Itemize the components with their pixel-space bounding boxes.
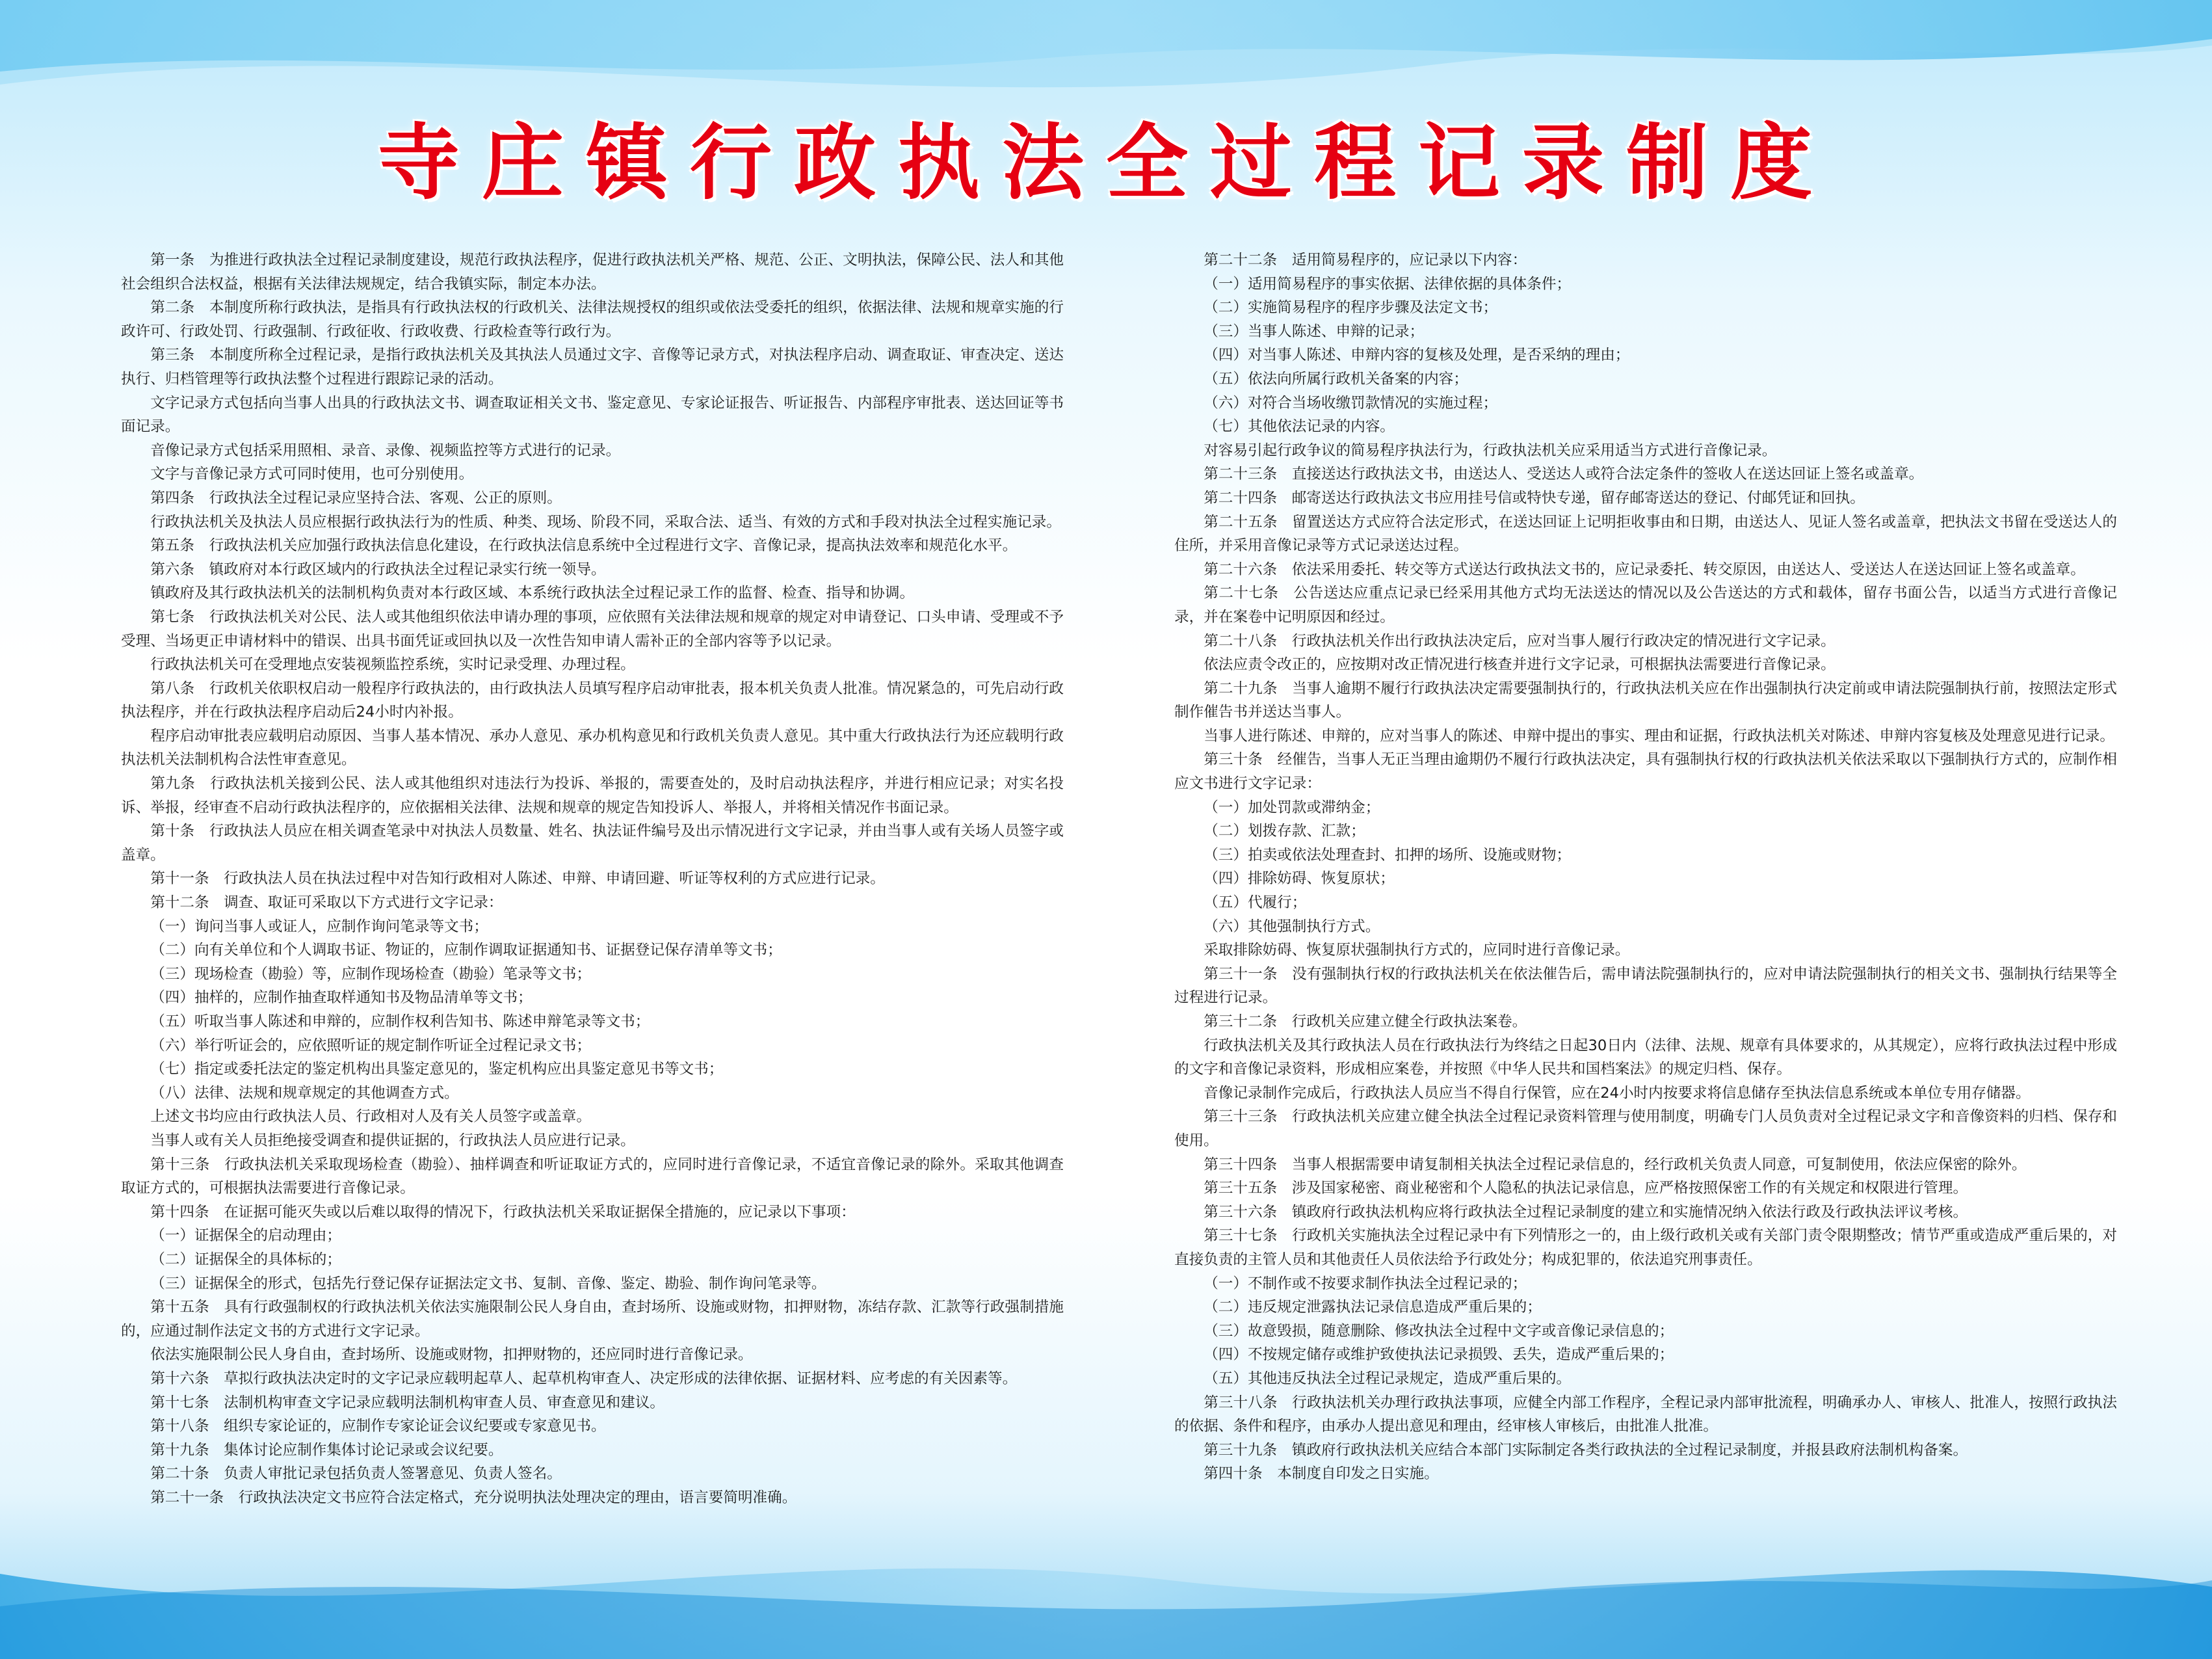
article-paragraph: 第二十四条 邮寄送达行政执法文书应用挂号信或特快专递，留存邮寄送达的登记、付邮凭证和回执。	[1204, 489, 1865, 507]
article-paragraph: （五）依法向所属行政机关备案的内容；	[1204, 370, 1468, 388]
article-paragraph: 对容易引起行政争议的简易程序执法行为，行政执法机关应采用适当方式进行音像记录。	[1204, 442, 1777, 459]
article-paragraph: 第三十六条 镇政府行政执法机构应将行政执法全过程记录制度的建立和实施情况纳入依法行政及行政执法评议考核。	[1204, 1203, 1968, 1221]
article-paragraph: （八）法律、法规和规章规定的其他调查方式。	[150, 1084, 459, 1102]
article-paragraph: 第三十四条 当事人根据需要申请复制相关执法全过程记录信息的，经行政机关负责人同意，可复制使用，依法应保密的除外。	[1204, 1156, 2027, 1173]
article-paragraph: 第二十三条 直接送达行政执法文书，由送达人、受送达人或符合法定条件的签收人在送达回证上签名或盖章。	[1204, 466, 1924, 483]
article-paragraph: 行政执法机关及其行政执法人员在行政执法行为终结之日起30日内（法律、法规、规章有具体要求的，从其规定），应将行政执法过程中形成的文字和音像记录资料，形成相应案卷，并按照《中华人民共和国档案法》的规定归档、保存。	[1174, 1037, 2117, 1078]
article-paragraph: （一）不制作或不按要求制作执法全过程记录的；	[1204, 1275, 1527, 1292]
article-paragraph: （五）听取当事人陈述和申辩的，应制作权利告知书、陈述申辩笔录等文书；	[150, 1013, 650, 1030]
article-paragraph: （三）拍卖或依法处理查封、扣押的场所、设施或财物；	[1204, 846, 1572, 864]
article-paragraph: （三）故意毁损，随意删除、修改执法全过程中文字或音像记录信息的；	[1204, 1322, 1674, 1340]
article-paragraph: 第二十七条 公告送达应重点记录已经采用其他方式均无法送达的情况以及公告送达的方式和载体，留存书面公告，以适当方式进行音像记录，并在案卷中记明原因和经过。	[1174, 585, 2117, 626]
article-paragraph: 第八条 行政机关依职权启动一般程序行政执法的，由行政执法人员填写程序启动审批表，报本机关负责人批准。情况紧急的，可先启动行政执法程序，并在行政执法程序启动后24小时内补报。	[121, 680, 1064, 721]
article-paragraph: 当事人进行陈述、申辩的，应对当事人的陈述、申辩中提出的事实、理由和证据，行政执法机关对陈述、申辩内容复核及处理意见进行记录。	[1204, 727, 2114, 745]
article-paragraph: 第二十二条 适用简易程序的，应记录以下内容：	[1204, 252, 1527, 269]
article-paragraph: 采取排除妨碍、恢复原状强制执行方式的，应同时进行音像记录。	[1204, 942, 1630, 959]
article-paragraph: 第二十一条 行政执法决定文书应符合法定格式，充分说明执法处理决定的理由，语言要简明准确。	[150, 1489, 797, 1506]
article-paragraph: 第十七条 法制机构审查文字记录应载明法制机构审查人员、审查意见和建议。	[150, 1394, 665, 1411]
article-paragraph: 第五条 行政执法机关应加强行政执法信息化建设，在行政执法信息系统中全过程进行文字、音像记录，提高执法效率和规范化水平。	[150, 537, 1018, 555]
article-paragraph: （三）当事人陈述、申辩的记录；	[1204, 323, 1425, 340]
article-paragraph: 行政执法机关及执法人员应根据行政执法行为的性质、种类、现场、阶段不同，采取合法、适当、有效的方式和手段对执法全过程实施记录。	[150, 513, 1061, 531]
article-paragraph: 第二十八条 行政执法机关作出行政执法决定后，应对当事人履行行政决定的情况进行文字记录。	[1204, 632, 1836, 650]
article-paragraph: （二）证据保全的具体标的；	[150, 1251, 341, 1268]
article-paragraph: 第十三条 行政执法机关采取现场检查（勘验）、抽样调查和听证取证方式的，应同时进行音像记录，不适宜音像记录的除外。采取其他调查取证方式的，可根据执法需要进行音像记录。	[121, 1156, 1064, 1197]
article-paragraph: （一）适用简易程序的事实依据、法律依据的具体条件；	[1204, 275, 1572, 293]
article-paragraph: （四）不按规定储存或维护致使执法记录损毁、丢失，造成严重后果的；	[1204, 1346, 1674, 1364]
article-paragraph: 第二十五条 留置送达方式应符合法定形式，在送达回证上记明拒收事由和日期，由送达人、见证人签名或盖章，把执法文书留在受送达人的住所，并采用音像记录等方式记录送达过程。	[1174, 513, 2117, 555]
article-paragraph: （四）抽样的，应制作抽查取样通知书及物品清单等文书；	[150, 989, 533, 1007]
article-paragraph: 第三十二条 行政机关应建立健全行政执法案卷。	[1204, 1013, 1527, 1030]
article-paragraph: 第二十六条 依法采用委托、转交等方式送达行政执法文书的，应记录委托、转交原因，由送达人、受送达人在送达回证上签名或盖章。	[1204, 561, 2085, 578]
article-paragraph: 第三十条 经催告，当事人无正当理由逾期仍不履行行政执法决定，具有强制执行权的行政执法机关依法采取以下强制执行方式的，应制作相应文书进行文字记录：	[1174, 751, 2117, 793]
article-paragraph: （七）指定或委托法定的鉴定机构出具鉴定意见的，鉴定机构应出具鉴定意见书等文书；	[150, 1061, 724, 1078]
article-paragraph: 第三十七条 行政机关实施执法全过程记录中有下列情形之一的，由上级行政机关或有关部门责令限期整改；情节严重或造成严重后果的，对直接负责的主管人员和其他责任人员依法给予行政处分；构成犯罪的，依法追究刑事责任。	[1174, 1227, 2117, 1268]
article-paragraph: 第十九条 集体讨论应制作集体讨论记录或会议纪要。	[150, 1441, 503, 1459]
article-paragraph: 第二条 本制度所称行政执法，是指具有行政执法权的行政机关、法律法规授权的组织或依法受委托的组织，依据法律、法规和规章实施的行政许可、行政处罚、行政强制、行政征收、行政收费、行政检查等行政行为。	[121, 299, 1064, 340]
article-paragraph: （二）违反规定泄露执法记录信息造成严重后果的；	[1204, 1299, 1542, 1316]
article-paragraph: 第四条 行政执法全过程记录应坚持合法、客观、公正的原则。	[150, 489, 562, 507]
article-paragraph: 第九条 行政执法机关接到公民、法人或其他组织对违法行为投诉、举报的，需要查处的，及时启动执法程序，并进行相应记录；对实名投诉、举报，经审查不启动行政执法程序的，应依据相关法律、法规和规章的规定告知投诉人、举报人，并将相关情况作书面记录。	[121, 775, 1064, 816]
article-paragraph: 第三十五条 涉及国家秘密、商业秘密和个人隐私的执法记录信息，应严格按照保密工作的有关规定和权限进行管理。	[1204, 1180, 1968, 1197]
article-paragraph: 行政执法机关可在受理地点安装视频监控系统，实时记录受理、办理过程。	[150, 656, 635, 674]
article-paragraph: 文字记录方式包括向当事人出具的行政执法文书、调查取证相关文书、鉴定意见、专家论证报告、听证报告、内部程序审批表、送达回证等书面记录。	[121, 394, 1064, 436]
article-paragraph: 第二十九条 当事人逾期不履行行政执法决定需要强制执行的，行政执法机关应在作出强制执行决定前或申请法院强制执行前，按照法定形式制作催告书并送达当事人。	[1174, 680, 2117, 721]
article-paragraph: 第十四条 在证据可能灭失或以后难以取得的情况下，行政执法机关采取证据保全措施的，应记录以下事项：	[150, 1203, 856, 1221]
article-paragraph: （五）其他违反执法全过程记录规定，造成严重后果的。	[1204, 1370, 1572, 1387]
article-paragraph: 程序启动审批表应载明启动原因、当事人基本情况、承办人意见、承办机构意见和行政机关负责人意见。其中重大行政执法行为还应载明行政执法机关法制机构合法性审查意见。	[121, 727, 1064, 769]
article-paragraph: （四）对当事人陈述、申辩内容的复核及处理，是否采纳的理由；	[1204, 347, 1630, 364]
article-paragraph: 第十二条 调查、取证可采取以下方式进行文字记录：	[150, 894, 503, 912]
article-paragraph: 第七条 行政执法机关对公民、法人或其他组织依法申请办理的事项，应依照有关法律法规和规章的规定对申请登记、口头申请、受理或不予受理、当场更正申请材料中的错误、出具书面凭证或回执以及一次性告知申请人需补正的全部内容等予以记录。	[121, 608, 1064, 650]
article-paragraph: （六）对符合当场收缴罚款情况的实施过程；	[1204, 394, 1498, 412]
article-paragraph: 第十六条 草拟行政执法决定时的文字记录应载明起草人、起草机构审查人、决定形成的法律依据、证据材料、应考虑的有关因素等。	[150, 1370, 1018, 1387]
article-paragraph: （六）其他强制执行方式。	[1204, 918, 1380, 935]
article-paragraph: 第四十条 本制度自印发之日实施。	[1204, 1465, 1439, 1483]
article-paragraph: 第十一条 行政执法人员在执法过程中对告知行政相对人陈述、申辩、申请回避、听证等权利的方式应进行记录。	[150, 870, 885, 888]
article-paragraph: （二）划拨存款、汇款；	[1204, 823, 1365, 840]
article-paragraph: 第二十条 负责人审批记录包括负责人签署意见、负责人签名。	[150, 1465, 562, 1483]
article-paragraph: （一）证据保全的启动理由；	[150, 1227, 341, 1245]
article-paragraph: （三）现场检查（勘验）等，应制作现场检查（勘验）笔录等文书；	[150, 965, 591, 983]
article-paragraph: （四）排除妨碍、恢复原状；	[1204, 870, 1395, 888]
article-paragraph: 上述文书均应由行政执法人员、行政相对人及有关人员签字或盖章。	[150, 1108, 591, 1126]
article-paragraph: （一）询问当事人或证人，应制作询问笔录等文书；	[150, 918, 488, 935]
article-paragraph: （七）其他依法记录的内容。	[1204, 418, 1395, 436]
article-paragraph: （一）加处罚款或滞纳金；	[1204, 799, 1380, 816]
article-paragraph: （二）向有关单位和个人调取书证、物证的，应制作调取证据通知书、证据登记保存清单等文书；	[150, 942, 782, 959]
article-paragraph: 音像记录制作完成后，行政执法人员应当不得自行保管，应在24小时内按要求将信息储存至执法信息系统或本单位专用存储器。	[1204, 1084, 2031, 1102]
article-paragraph: 第十八条 组织专家论证的，应制作专家论证会议纪要或专家意见书。	[150, 1418, 606, 1435]
article-paragraph: 音像记录方式包括采用照相、录音、录像、视频监控等方式进行的记录。	[150, 442, 621, 459]
article-paragraph: 依法应责令改正的，应按期对改正情况进行核查并进行文字记录，可根据执法需要进行音像记录。	[1204, 656, 1836, 674]
right-column	[1174, 248, 2117, 1486]
article-paragraph: 第十条 行政执法人员应在相关调查笔录中对执法人员数量、姓名、执法证件编号及出示情况进行文字记录，并由当事人或有关场人员签字或盖章。	[121, 823, 1064, 864]
article-paragraph: 第六条 镇政府对本行政区域内的行政执法全过程记录实行统一领导。	[150, 561, 606, 578]
left-column	[121, 248, 1064, 1509]
article-paragraph: 依法实施限制公民人身自由，查封场所、设施或财物，扣押财物的，还应同时进行音像记录。	[150, 1346, 753, 1364]
article-paragraph: 第一条 为推进行政执法全过程记录制度建设，规范行政执法程序，促进行政执法机关严格、规范、公正、文明执法，保障公民、法人和其他社会组织合法权益，根据有关法律法规规定，结合我镇实际，制定本办法。	[121, 252, 1064, 293]
article-paragraph: 第三条 本制度所称全过程记录，是指行政执法机关及其执法人员通过文字、音像等记录方式，对执法程序启动、调查取证、审查决定、送达执行、归档管理等行政执法整个过程进行跟踪记录的活动。	[121, 347, 1064, 388]
article-paragraph: 第十五条 具有行政强制权的行政执法机关依法实施限制公民人身自由，查封场所、设施或财物，扣押财物，冻结存款、汇款等行政强制措施的，应通过制作法定文书的方式进行文字记录。	[121, 1299, 1064, 1340]
article-paragraph: 文字与音像记录方式可同时使用，也可分别使用。	[150, 466, 474, 483]
article-paragraph: 第三十三条 行政执法机关应建立健全执法全过程记录资料管理与使用制度，明确专门人员负责对全过程记录文字和音像资料的归档、保存和使用。	[1174, 1108, 2117, 1149]
article-paragraph: （二）实施简易程序的程序步骤及法定文书；	[1204, 299, 1498, 317]
article-paragraph: （三）证据保全的形式，包括先行登记保存证据法定文书、复制、音像、鉴定、勘验、制作询问笔录等。	[150, 1275, 826, 1292]
article-paragraph: 第三十九条 镇政府行政执法机关应结合本部门实际制定各类行政执法的全过程记录制度，并报县政府法制机构备案。	[1204, 1441, 1968, 1459]
article-paragraph: 第三十一条 没有强制执行权的行政执法机关在依法催告后，需申请法院强制执行的，应对申请法院强制执行的相关文书、强制执行结果等全过程进行记录。	[1174, 965, 2117, 1007]
article-paragraph: 镇政府及其行政执法机关的法制机构负责对本行政区域、本系统行政执法全过程记录工作的监督、检查、指导和协调。	[150, 585, 915, 602]
page-title: 寺庄镇行政执法全过程记录制度	[378, 115, 1834, 211]
article-paragraph: 当事人或有关人员拒绝接受调查和提供证据的，行政执法人员应进行记录。	[150, 1132, 635, 1149]
article-paragraph: （五）代履行；	[1204, 894, 1307, 912]
article-paragraph: （六）举行听证会的，应依照听证的规定制作听证全过程记录文书；	[150, 1037, 591, 1054]
article-paragraph: 第三十八条 行政执法机关办理行政执法事项，应健全内部工作程序，全程记录内部审批流程，明确承办人、审核人、批准人，按照行政执法的依据、条件和程序，由承办人提出意见和理由，经审核人审核后，由批准人批准。	[1174, 1394, 2117, 1435]
